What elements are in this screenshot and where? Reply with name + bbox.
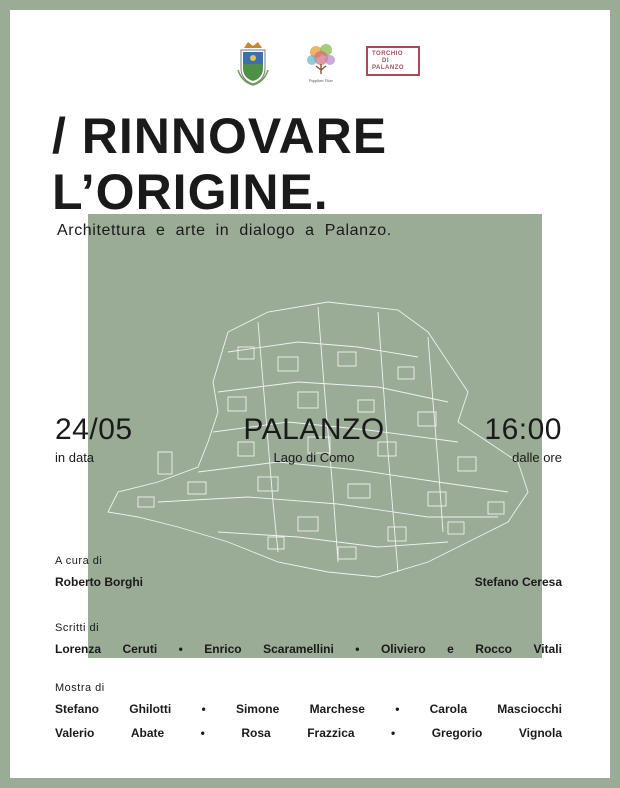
artist-name: Simone [235,702,280,716]
artist-name: Rosa [241,726,271,740]
writer-name: Scaramellini [263,642,334,656]
event-place-label: Lago di Como [273,450,355,465]
exhibition-by-label: Mostra di [55,682,105,694]
event-date [55,414,133,465]
torchio-logo-line3: PALANZO [372,65,405,71]
artist-name: Masciocchi [497,702,562,716]
poster-page [10,10,610,778]
torchio-logo-line2: DI [382,58,389,64]
exhibition-by-section [55,682,562,740]
artist-name: Gregorio [431,726,483,740]
separator-dot: • [355,642,360,656]
title-line-2: L’ORIGINE. [52,164,329,220]
event-date-label: in data [55,450,95,465]
writer-name: Ceruti [122,642,158,656]
tree-of-life-logo [302,40,340,86]
artist-name: Valerio [55,726,95,740]
artist-name: Carola [429,702,467,716]
separator-dot: • [395,702,400,716]
partner-logos [10,40,610,86]
event-date-value: 24/05 [55,413,133,446]
artist-name: Stefano [55,702,100,716]
writer-name: Lorenza [55,642,102,656]
artist-name: Abate [130,726,165,740]
writer-name: e [447,642,454,656]
separator-dot: • [200,726,205,740]
artist-name: Frazzica [307,726,355,740]
writer-name: Enrico [204,642,242,656]
curated-by-label: A cura di [55,555,103,567]
torchio-di-palanzo-logo [366,46,420,76]
poster-title [52,108,387,220]
writings-by-label: Scritti di [55,622,100,634]
event-time [484,414,562,465]
tree-logo-caption: Fupplum Vitae [309,78,333,83]
writer-name: Rocco [475,642,512,656]
title-line-1: / RINNOVARE [52,108,388,164]
curated-by-section [55,555,562,589]
poster-subtitle: Architettura e arte in dialogo a Palanzo. [57,222,392,239]
event-place [239,414,389,465]
artist-name: Marchese [309,702,365,716]
event-time-label: dalle ore [512,450,562,465]
writer-name: Oliviero [380,642,426,656]
writings-by-section [55,622,562,656]
municipal-crest-logo [236,40,270,86]
event-place-value: PALANZO [243,413,385,446]
curator-name: Roberto Borghi [55,575,143,589]
separator-dot: • [201,702,206,716]
artist-name: Vignola [518,726,562,740]
separator-dot: • [391,726,396,740]
writer-name: Vitali [533,642,562,656]
artist-name: Ghilotti [129,702,172,716]
separator-dot: • [178,642,183,656]
torchio-logo-line1: TORCHIO [372,51,404,57]
event-time-value: 16:00 [484,413,562,446]
curator-name: Stefano Ceresa [474,575,562,589]
